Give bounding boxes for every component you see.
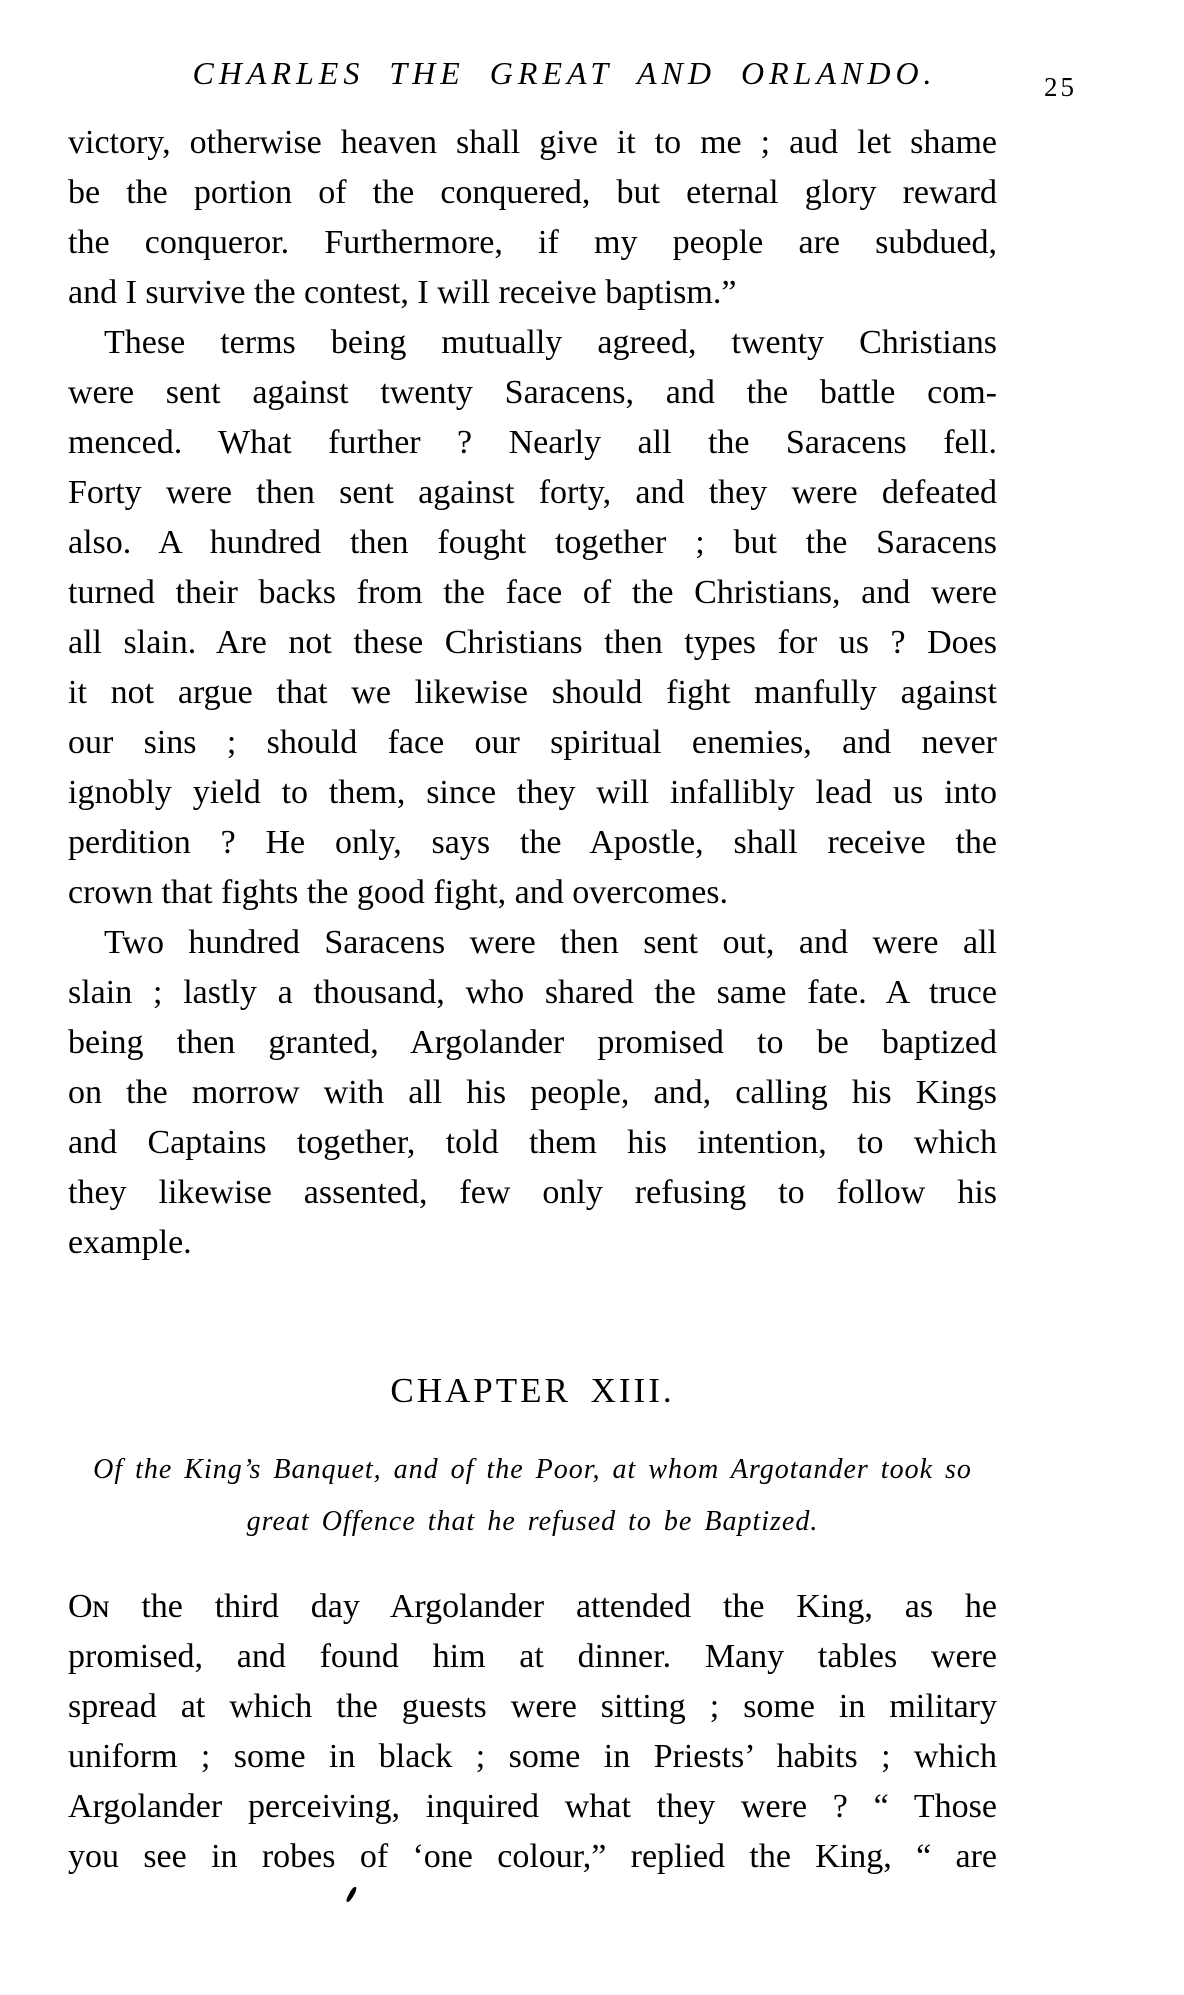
text-line: ignobly yield to them, since they will infallibly lead us into — [68, 774, 997, 811]
running-head-title: CHARLES THE GREAT AND ORLANDO. — [192, 55, 937, 91]
text-line: our sins ; should face our spiritual enemies, and never — [68, 724, 997, 761]
text-line: being then granted, Argolander promised to be baptized — [68, 1024, 997, 1061]
text-line: all slain. Are not these Christians then types for us ? Does — [68, 624, 997, 661]
text-line: menced. What further ? Nearly all the Saracens fell. — [68, 424, 997, 461]
text-line: also. A hundred then fought together ; but the Saracens — [68, 524, 997, 561]
text-line: spread at which the guests were sitting ; some in military — [68, 1688, 997, 1725]
paragraph — [68, 1582, 997, 1882]
subtitle-line: great Offence that he refused to be Baptized. — [246, 1506, 819, 1537]
text-line: victory, otherwise heaven shall give it to me ; aud let shame — [68, 124, 997, 161]
text-line: were sent against twenty Saracens, and the battle com- — [68, 374, 997, 411]
text-block — [68, 52, 997, 1882]
text-line: These terms being mutually agreed, twenty Christians — [104, 324, 997, 361]
paragraph — [68, 918, 997, 1268]
text-line: and Captains together, told them his intention, to which — [68, 1124, 997, 1161]
subtitle-line: Of the King’s Banquet, and of the Poor, at whom Argotander took so — [93, 1454, 972, 1485]
paragraph — [68, 318, 997, 918]
text-line: and I survive the contest, I will receive baptism.” — [68, 274, 737, 311]
text-line: the conqueror. Furthermore, if my people are subdued, — [68, 224, 997, 261]
text-line: Forty were then sent against forty, and they were defeated — [68, 474, 997, 511]
page-number: 25 — [1044, 72, 1077, 102]
text-line: Argolander perceiving, inquired what they were ? “ Those — [68, 1788, 997, 1825]
stray-ink-mark — [346, 1886, 358, 1903]
text-line: Two hundred Saracens were then sent out, and were all — [104, 924, 997, 961]
text-line: Oɴ the third day Argolander attended the King, as he — [68, 1588, 997, 1625]
body-text — [68, 118, 997, 1882]
text-line: turned their backs from the face of the Christians, and were — [68, 574, 997, 611]
text-line: uniform ; some in black ; some in Priests’ habits ; which — [68, 1738, 997, 1775]
text-line: promised, and found him at dinner. Many tables were — [68, 1638, 997, 1675]
text-line: on the morrow with all his people, and, calling his Kings — [68, 1074, 997, 1111]
chapter-subtitle — [68, 1444, 997, 1548]
text-line: example. — [68, 1224, 192, 1261]
text-line: it not argue that we likewise should fight manfully against — [68, 674, 997, 711]
chapter-heading: CHAPTER XIII. — [390, 1371, 675, 1410]
text-line: perdition ? He only, says the Apostle, shall receive the — [68, 824, 997, 861]
text-line: slain ; lastly a thousand, who shared the same fate. A truce — [68, 974, 997, 1011]
text-line: crown that fights the good fight, and overcomes. — [68, 874, 729, 911]
text-line: be the portion of the conquered, but eternal glory reward — [68, 174, 997, 211]
paragraph — [68, 118, 997, 318]
text-line: you see in robes of ‘one colour,” replied the King, “ are — [68, 1838, 997, 1875]
text-line: they likewise assented, few only refusing to follow his — [68, 1174, 997, 1211]
